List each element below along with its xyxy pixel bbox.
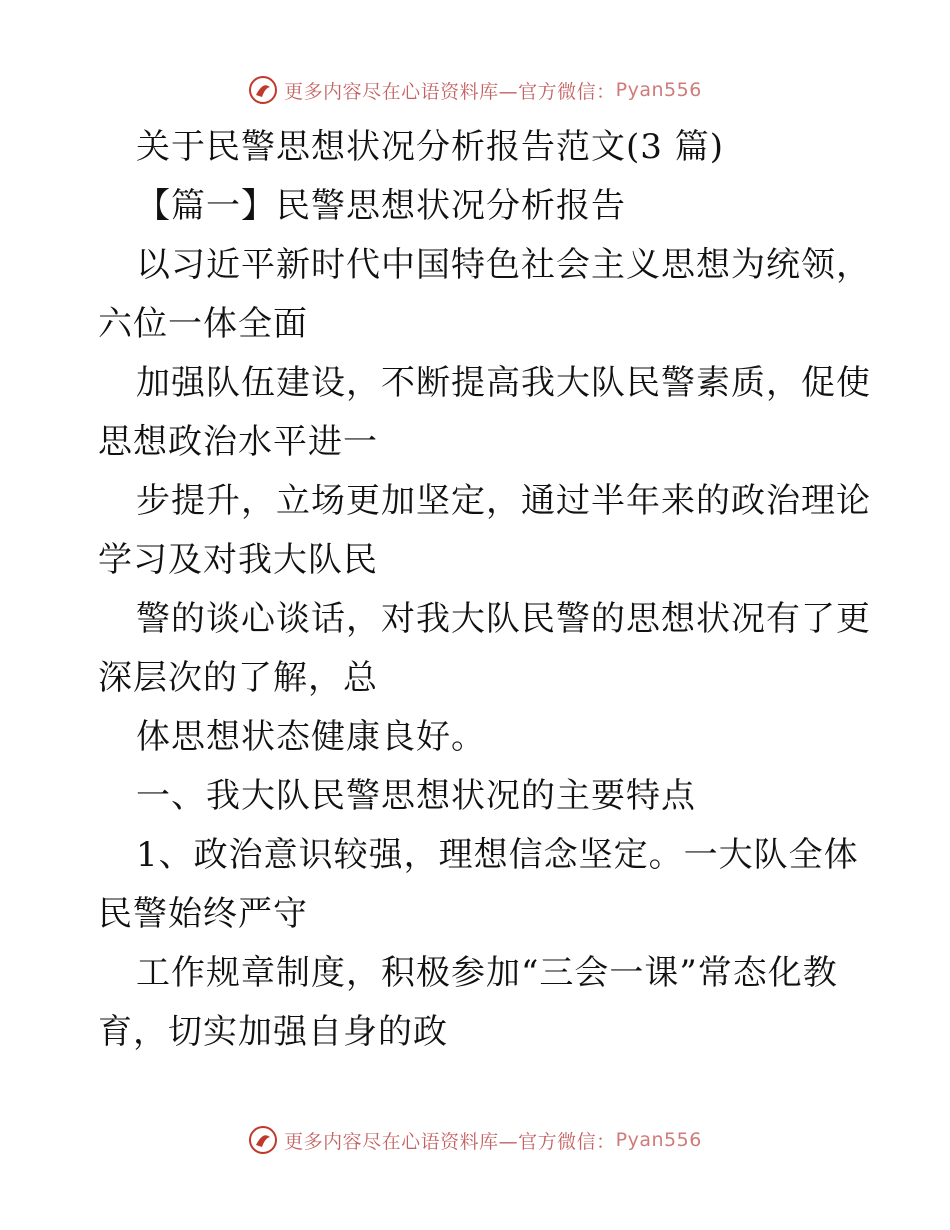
section-heading: 【篇一】民警思想状况分析报告: [136, 186, 626, 226]
logo-icon: [248, 75, 278, 105]
text-line: 六位一体全面: [98, 304, 308, 344]
text-line: 体思想状态健康良好。: [136, 717, 486, 757]
text-line: 加强队伍建设，不断提高我大队民警素质，促使: [136, 363, 871, 403]
logo-icon: [248, 1125, 278, 1155]
text-line: 工作规章制度，积极参加“三会一课”常态化教: [136, 953, 838, 993]
text-line: 步提升，立场更加坚定，通过半年来的政治理论: [136, 481, 871, 521]
watermark-text: 更多内容尽在心语资料库—官方微信：: [284, 80, 616, 103]
footer-watermark: [0, 1120, 950, 1160]
text-line: 深层次的了解，总: [98, 658, 378, 698]
subsection-heading: 一、我大队民警思想状况的主要特点: [136, 776, 696, 816]
document-title: 关于民警思想状况分析报告范文(3 篇): [136, 127, 724, 167]
watermark-handle: Pyan556: [615, 1129, 702, 1151]
document-body: [98, 118, 871, 1062]
header-watermark: [0, 70, 950, 110]
text-line: 民警始终严守: [98, 894, 308, 934]
text-line: 警的谈心谈话，对我大队民警的思想状况有了更: [136, 599, 871, 639]
watermark-handle: Pyan556: [615, 79, 702, 101]
text-line: 思想政治水平进一: [98, 422, 378, 462]
text-line: 1、政治意识较强，理想信念坚定。一大队全体: [136, 835, 859, 875]
text-line: 学习及对我大队民: [98, 540, 378, 580]
text-line: 以习近平新时代中国特色社会主义思想为统领，: [136, 245, 871, 285]
text-line: 育，切实加强自身的政: [98, 1012, 448, 1052]
watermark-text: 更多内容尽在心语资料库—官方微信：: [284, 1130, 616, 1153]
